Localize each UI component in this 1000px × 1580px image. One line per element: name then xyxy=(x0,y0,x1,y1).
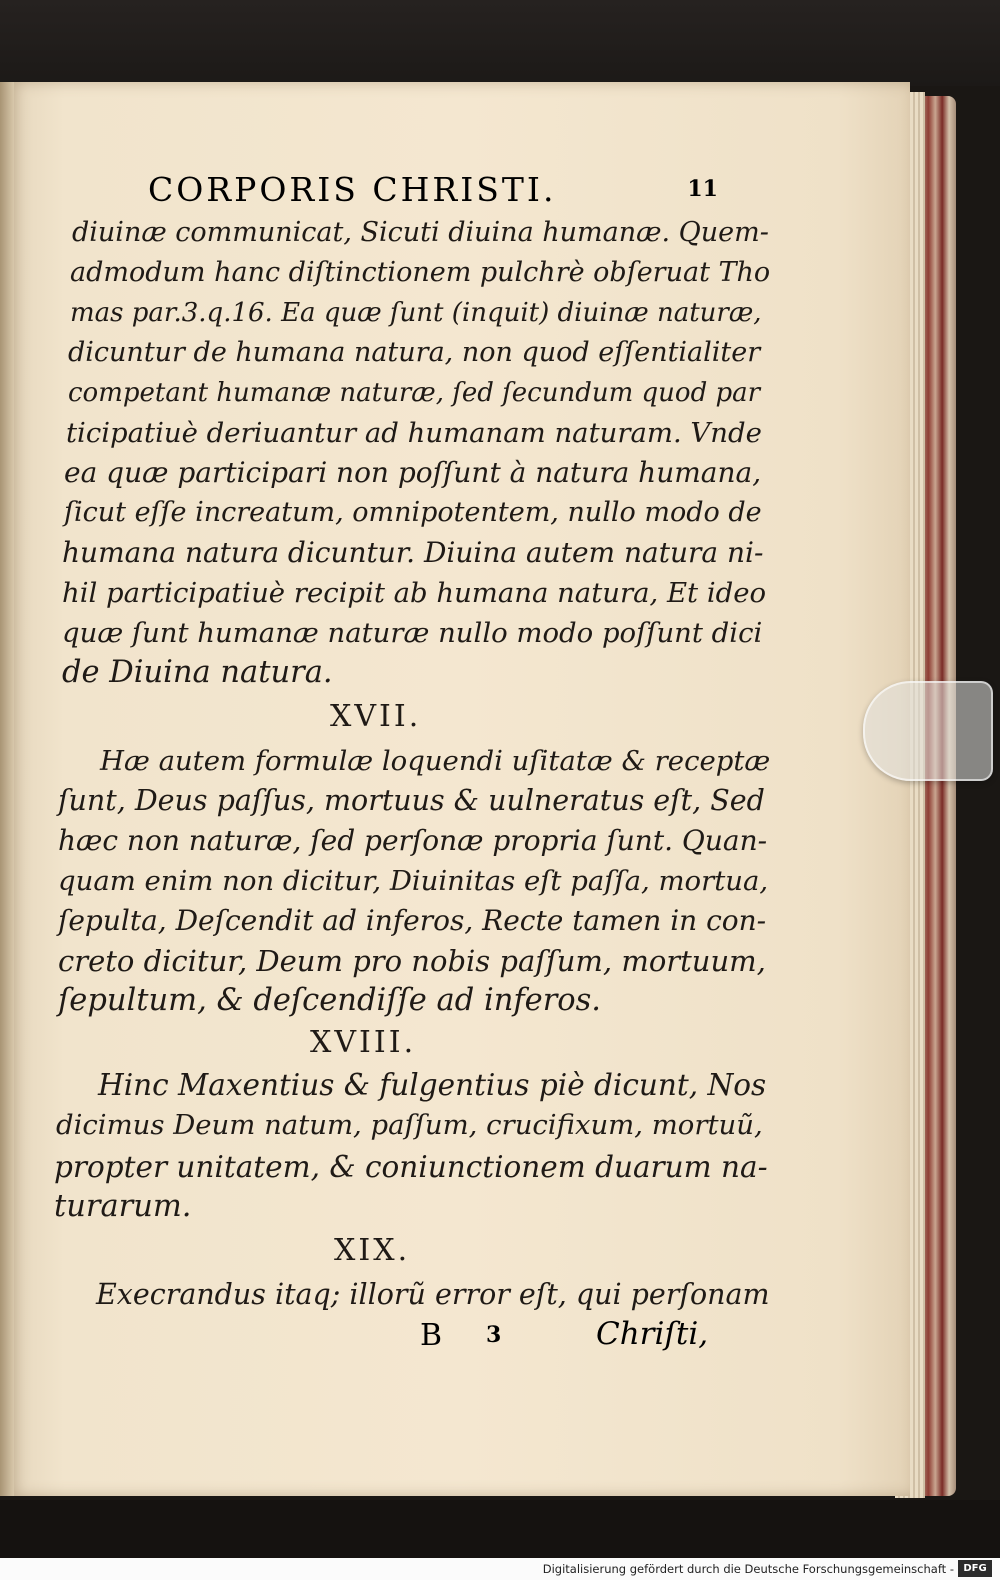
text-line: Hinc Maxentius & fulgentius piè dicunt, Nos xyxy=(98,1068,767,1102)
text-line: Execrandus itaq; illorũ error eſt, qui perſonam xyxy=(96,1278,770,1311)
text-line: hæc non naturæ, ſed perſonæ propria ſunt. Quan- xyxy=(58,824,768,857)
plastic-page-clip xyxy=(863,681,993,781)
dfg-logo: DFG xyxy=(958,1560,992,1577)
text-line: diuinæ communicat, Sicuti diuina humanæ. Quem- xyxy=(72,217,769,248)
catchword: Chriſti, xyxy=(596,1316,709,1352)
scan-backdrop-bottom xyxy=(0,1500,1000,1560)
text-line: quæ ſunt humanæ naturæ nullo modo poſſunt dici xyxy=(62,617,763,649)
text-line: ticipatiuè deriuantur ad humanam naturam. Vnde xyxy=(66,417,762,449)
text-line: mas par.3.q.16. Ea quæ ſunt (inquit) diuinæ naturæ, xyxy=(70,298,762,328)
page-gutter xyxy=(0,82,14,1496)
text-line: quam enim non dicitur, Diuinitas eſt paſſa, mortua, xyxy=(58,865,769,897)
section-heading-xviii: XVIII. xyxy=(310,1025,417,1060)
text-line: humana natura dicuntur. Diuina autem natura ni- xyxy=(62,536,764,569)
page-number: 11 xyxy=(687,176,718,202)
text-line: ſunt, Deus paſſus, mortuus & uulneratus eſt, Sed xyxy=(58,784,765,817)
signature-mark: B xyxy=(420,1318,443,1353)
text-line: dicuntur de humana natura, non quod eſſentialiter xyxy=(68,337,761,368)
text-line: de Diuina natura. xyxy=(62,655,333,690)
text-line: propter unitatem, & coniunctionem duarum na- xyxy=(54,1150,768,1184)
text-line: hil participatiuè recipit ab humana natura, Et ideo xyxy=(62,577,767,609)
text-line: ea quæ participari non poſſunt à natura humana, xyxy=(64,456,762,489)
text-line: Hæ autem formulæ loquendi uſitatæ & receptæ xyxy=(100,745,771,777)
text-line: dicimus Deum natum, paſſum, crucifixum, mortuũ, xyxy=(56,1109,763,1141)
signature-number: 3 xyxy=(486,1322,502,1348)
text-line: ſepultum, & deſcendiſſe ad inferos. xyxy=(58,983,601,1018)
text-line: creto dicitur, Deum pro nobis paſſum, mortuum, xyxy=(58,944,766,978)
scan-backdrop-top xyxy=(0,0,1000,86)
text-line: ſicut eſſe increatum, omnipotentem, nullo modo de xyxy=(64,497,762,528)
running-head xyxy=(148,170,718,210)
text-line: admodum hanc diſtinctionem pulchrè obſeruat Tho xyxy=(70,257,771,288)
section-heading-xvii: XVII. xyxy=(330,699,422,734)
section-heading-xix: XIX. xyxy=(334,1233,411,1268)
digitization-credit: Digitalisierung gefördert durch die Deutsche Forschungsgemeinschaft - xyxy=(542,1562,954,1576)
running-head-title: CORPORIS CHRISTI. xyxy=(148,170,557,209)
text-line: competant humanæ naturæ, ſed ſecundum quod par xyxy=(68,378,761,408)
text-line: turarum. xyxy=(54,1189,192,1224)
text-line: ſepulta, Deſcendit ad inferos, Recte tamen in con- xyxy=(58,904,767,937)
